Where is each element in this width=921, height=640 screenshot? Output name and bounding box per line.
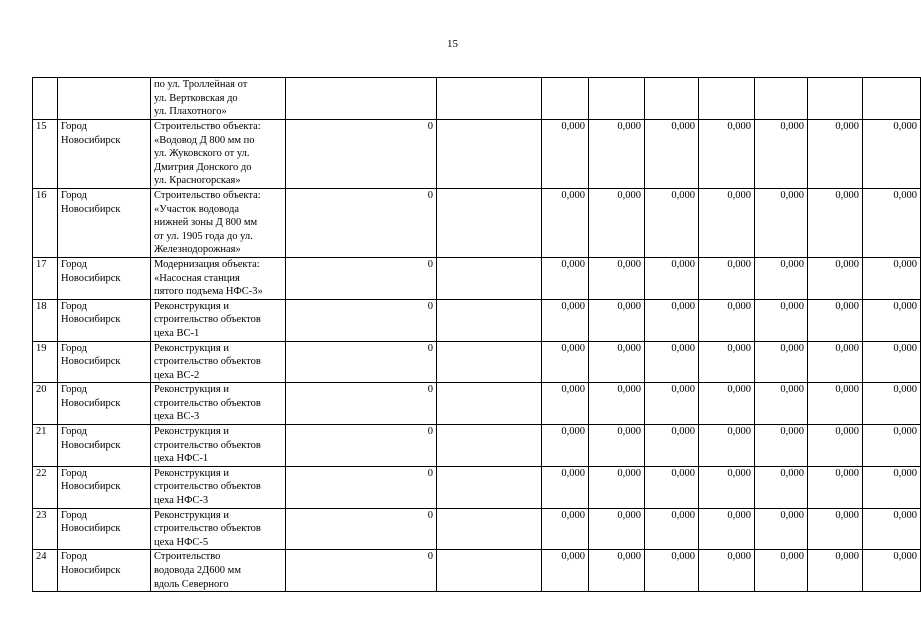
value-cell: 0,000 <box>863 188 921 257</box>
value-cell: 0,000 <box>699 341 755 383</box>
value-cell: 0,000 <box>863 383 921 425</box>
value-cell: 0,000 <box>542 299 589 341</box>
municipality-line: Новосибирск <box>61 356 121 368</box>
table-body <box>33 78 921 592</box>
value-cell: 0,000 <box>542 188 589 257</box>
value-cell: 0,000 <box>589 466 645 508</box>
value-cell: 0,000 <box>645 120 699 189</box>
value-cell: 0,000 <box>542 466 589 508</box>
municipality-line: Город <box>61 509 87 521</box>
value-cell <box>437 466 542 508</box>
project-description-line: «Водовод Д 800 мм по <box>154 134 255 146</box>
project-description-cell <box>151 383 286 425</box>
value-cell: 0 <box>286 466 437 508</box>
value-cell: 0,000 <box>542 257 589 299</box>
project-description-line: Железнодорожная» <box>154 244 241 256</box>
value-cell: 0,000 <box>755 257 808 299</box>
value-cell <box>286 78 437 120</box>
project-description-line: строительство объектов <box>154 356 261 368</box>
project-description-line: строительство объектов <box>154 314 261 326</box>
value-cell <box>437 550 542 592</box>
value-cell: 0,000 <box>808 341 863 383</box>
value-cell: 0 <box>286 425 437 467</box>
value-cell: 0,000 <box>863 120 921 189</box>
value-cell: 0,000 <box>808 508 863 550</box>
value-cell: 0,000 <box>589 425 645 467</box>
project-description-line: Реконструкция и <box>154 426 229 438</box>
municipality-line: Новосибирск <box>61 203 121 215</box>
investment-table <box>32 77 921 592</box>
project-description-line: «Насосная станция <box>154 272 240 284</box>
value-cell: 0 <box>286 508 437 550</box>
project-description-line: ул. Красногорская» <box>154 175 241 187</box>
project-description-line: Строительство объекта: <box>154 189 261 201</box>
municipality-line: Новосибирск <box>61 523 121 535</box>
municipality-cell <box>58 508 151 550</box>
municipality-cell <box>58 383 151 425</box>
value-cell <box>437 508 542 550</box>
value-cell: 0,000 <box>808 299 863 341</box>
project-description-cell <box>151 120 286 189</box>
municipality-line: Новосибирск <box>61 314 121 326</box>
value-cell: 0,000 <box>808 466 863 508</box>
value-cell: 0 <box>286 257 437 299</box>
project-description-line: ул. Вертковская до <box>154 92 238 104</box>
value-cell: 0,000 <box>645 188 699 257</box>
project-description-line: ул. Плахотного» <box>154 106 227 118</box>
value-cell: 0,000 <box>808 383 863 425</box>
value-cell: 0,000 <box>589 341 645 383</box>
table-row <box>33 78 921 120</box>
municipality-line: Новосибирск <box>61 134 121 146</box>
project-description-line: от ул. 1905 года до ул. <box>154 230 253 242</box>
value-cell: 0,000 <box>645 508 699 550</box>
municipality-cell <box>58 550 151 592</box>
project-description-line: Реконструкция и <box>154 384 229 396</box>
row-number-cell: 18 <box>33 299 58 341</box>
project-description-line: цеха НФС-1 <box>154 453 209 465</box>
project-description-line: строительство объектов <box>154 481 261 493</box>
value-cell: 0,000 <box>645 341 699 383</box>
project-description-cell <box>151 341 286 383</box>
project-description-cell <box>151 78 286 120</box>
value-cell: 0,000 <box>808 425 863 467</box>
table-row <box>33 341 921 383</box>
value-cell <box>542 78 589 120</box>
project-description-line: цеха НФС-3 <box>154 495 209 507</box>
value-cell: 0 <box>286 188 437 257</box>
project-description-cell <box>151 299 286 341</box>
row-number-cell: 24 <box>33 550 58 592</box>
value-cell: 0,000 <box>755 383 808 425</box>
value-cell: 0,000 <box>755 188 808 257</box>
value-cell: 0,000 <box>863 257 921 299</box>
municipality-cell <box>58 299 151 341</box>
project-description-line: строительство объектов <box>154 397 261 409</box>
page-number: 15 <box>447 38 458 50</box>
value-cell: 0,000 <box>755 299 808 341</box>
value-cell: 0,000 <box>589 188 645 257</box>
value-cell: 0,000 <box>542 383 589 425</box>
value-cell: 0,000 <box>755 550 808 592</box>
row-number-cell: 19 <box>33 341 58 383</box>
value-cell: 0,000 <box>542 508 589 550</box>
value-cell: 0,000 <box>699 425 755 467</box>
value-cell <box>437 383 542 425</box>
project-description-cell <box>151 550 286 592</box>
table-row <box>33 120 921 189</box>
value-cell: 0,000 <box>699 299 755 341</box>
value-cell: 0,000 <box>589 257 645 299</box>
project-description-line: водовода 2Д600 мм <box>154 565 241 576</box>
municipality-line: Новосибирск <box>61 439 121 451</box>
value-cell: 0,000 <box>645 466 699 508</box>
value-cell: 0,000 <box>863 425 921 467</box>
value-cell: 0 <box>286 383 437 425</box>
municipality-line: Новосибирск <box>61 272 121 284</box>
project-description-line: по ул. Троллейная от <box>154 79 248 90</box>
municipality-cell <box>58 466 151 508</box>
value-cell: 0,000 <box>699 466 755 508</box>
value-cell: 0,000 <box>589 120 645 189</box>
value-cell <box>437 299 542 341</box>
value-cell: 0,000 <box>808 550 863 592</box>
project-description-line: Реконструкция и <box>154 300 229 312</box>
row-number-cell: 16 <box>33 188 58 257</box>
value-cell: 0,000 <box>808 188 863 257</box>
municipality-line: Город <box>61 300 87 312</box>
project-description-line: Дмитрия Донского до <box>154 161 252 173</box>
municipality-line: Город <box>61 258 87 270</box>
value-cell: 0,000 <box>755 425 808 467</box>
project-description-cell <box>151 425 286 467</box>
value-cell: 0 <box>286 299 437 341</box>
municipality-line: Город <box>61 551 87 563</box>
project-description-line: Строительство <box>154 551 221 563</box>
table-row <box>33 299 921 341</box>
value-cell: 0,000 <box>645 550 699 592</box>
municipality-line: Новосибирск <box>61 565 121 576</box>
municipality-cell <box>58 78 151 120</box>
municipality-line: Город <box>61 426 87 438</box>
value-cell: 0,000 <box>755 466 808 508</box>
project-description-line: строительство объектов <box>154 523 261 535</box>
municipality-line: Город <box>61 384 87 396</box>
project-description-line: Реконструкция и <box>154 467 229 479</box>
value-cell: 0 <box>286 550 437 592</box>
project-description-line: Модернизация объекта: <box>154 258 260 270</box>
value-cell: 0,000 <box>699 188 755 257</box>
municipality-line: Город <box>61 121 87 132</box>
value-cell: 0,000 <box>589 550 645 592</box>
row-number-cell: 21 <box>33 425 58 467</box>
value-cell: 0,000 <box>863 550 921 592</box>
value-cell: 0,000 <box>699 550 755 592</box>
project-description-cell <box>151 508 286 550</box>
value-cell <box>808 78 863 120</box>
municipality-cell <box>58 120 151 189</box>
value-cell: 0 <box>286 120 437 189</box>
municipality-line: Новосибирск <box>61 481 121 493</box>
project-description-cell <box>151 466 286 508</box>
value-cell <box>437 341 542 383</box>
value-cell <box>437 425 542 467</box>
value-cell: 0,000 <box>755 120 808 189</box>
value-cell: 0,000 <box>645 383 699 425</box>
project-description-line: строительство объектов <box>154 439 261 451</box>
value-cell: 0,000 <box>755 341 808 383</box>
value-cell: 0,000 <box>542 550 589 592</box>
value-cell: 0,000 <box>542 120 589 189</box>
row-number-cell: 23 <box>33 508 58 550</box>
project-description-line: Строительство объекта: <box>154 121 261 132</box>
value-cell: 0,000 <box>699 383 755 425</box>
municipality-cell <box>58 341 151 383</box>
value-cell: 0,000 <box>863 299 921 341</box>
value-cell <box>437 257 542 299</box>
row-number-cell: 17 <box>33 257 58 299</box>
value-cell: 0,000 <box>699 508 755 550</box>
table-row <box>33 188 921 257</box>
row-number-cell: 22 <box>33 466 58 508</box>
value-cell: 0,000 <box>542 425 589 467</box>
project-description-line: ул. Жуковского от ул. <box>154 148 250 160</box>
value-cell <box>589 78 645 120</box>
table-row <box>33 257 921 299</box>
project-description-line: цеха НФС-5 <box>154 536 209 548</box>
value-cell: 0,000 <box>589 508 645 550</box>
project-description-line: нижней зоны Д 800 мм <box>154 217 258 229</box>
value-cell <box>863 78 921 120</box>
project-description-line: Реконструкция и <box>154 509 229 521</box>
project-description-line: пятого подъема НФС-3» <box>154 286 263 298</box>
value-cell: 0,000 <box>808 257 863 299</box>
project-description-cell <box>151 257 286 299</box>
value-cell: 0,000 <box>755 508 808 550</box>
value-cell <box>437 78 542 120</box>
project-description-line: цеха ВС-2 <box>154 369 200 381</box>
project-description-line: вдоль Северного <box>154 578 229 590</box>
value-cell: 0,000 <box>863 508 921 550</box>
value-cell: 0 <box>286 341 437 383</box>
municipality-line: Новосибирск <box>61 397 121 409</box>
value-cell <box>645 78 699 120</box>
table-row <box>33 425 921 467</box>
municipality-cell <box>58 425 151 467</box>
value-cell <box>755 78 808 120</box>
municipality-cell <box>58 257 151 299</box>
value-cell: 0,000 <box>699 257 755 299</box>
municipality-cell <box>58 188 151 257</box>
project-description-cell <box>151 188 286 257</box>
project-description-line: цеха ВС-1 <box>154 327 200 339</box>
value-cell: 0,000 <box>645 257 699 299</box>
value-cell <box>437 188 542 257</box>
table-row <box>33 550 921 592</box>
value-cell: 0,000 <box>863 341 921 383</box>
municipality-line: Город <box>61 189 87 201</box>
value-cell: 0,000 <box>808 120 863 189</box>
value-cell: 0,000 <box>589 299 645 341</box>
project-description-line: Реконструкция и <box>154 342 229 354</box>
row-number-cell <box>33 78 58 120</box>
table-row <box>33 383 921 425</box>
value-cell: 0,000 <box>645 299 699 341</box>
value-cell: 0,000 <box>542 341 589 383</box>
municipality-line: Город <box>61 342 87 354</box>
value-cell <box>437 120 542 189</box>
value-cell: 0,000 <box>863 466 921 508</box>
municipality-line: Город <box>61 467 87 479</box>
value-cell: 0,000 <box>645 425 699 467</box>
value-cell <box>699 78 755 120</box>
project-description-line: цеха ВС-3 <box>154 411 200 423</box>
table-row <box>33 508 921 550</box>
row-number-cell: 15 <box>33 120 58 189</box>
project-description-line: «Участок водовода <box>154 203 239 215</box>
row-number-cell: 20 <box>33 383 58 425</box>
value-cell: 0,000 <box>589 383 645 425</box>
table-row <box>33 466 921 508</box>
value-cell: 0,000 <box>699 120 755 189</box>
